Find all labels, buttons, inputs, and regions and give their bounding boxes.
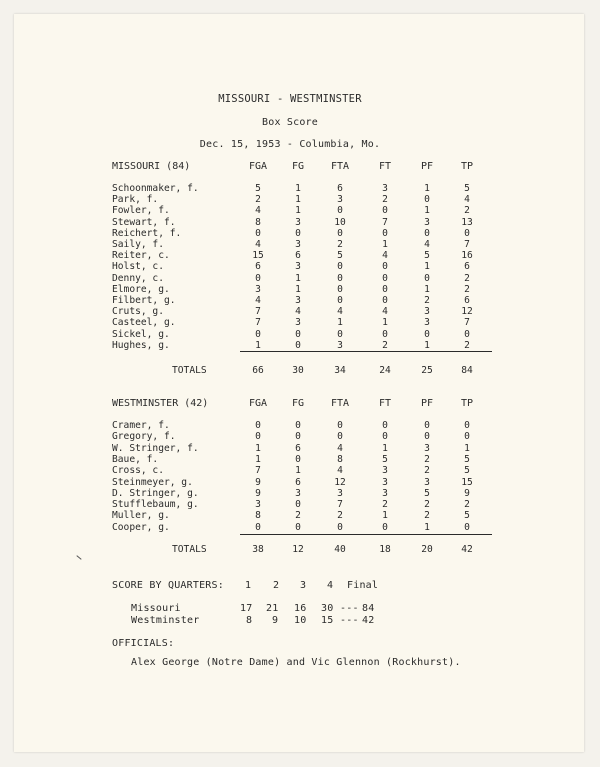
player-name: Filbert, g. (112, 295, 176, 306)
westminster-q3: 10 (294, 615, 307, 626)
stat-fta: 3 (337, 487, 343, 499)
stat-fg: 0 (295, 339, 301, 351)
stat-fga: 4 (255, 295, 261, 306)
player-name: Reiter, c. (112, 250, 170, 262)
table-row (0, 489, 600, 499)
quarter-header-1: 1 (245, 580, 252, 591)
document-subtitle: Box Score (262, 117, 318, 128)
stat-ft: 0 (382, 272, 388, 284)
stat-ft: 3 (382, 183, 388, 194)
stat-ft: 0 (382, 205, 388, 217)
stat-ft: 3 (382, 465, 388, 477)
document-title: MISSOURI - WESTMINSTER (218, 93, 362, 105)
player-name: Denny, c. (112, 272, 164, 284)
stat-pf: 3 (424, 306, 430, 318)
missouri-final: 84 (362, 603, 375, 614)
stat-pf: 1 (424, 521, 430, 533)
stat-pf: 0 (424, 194, 430, 206)
stray-pencil-mark (76, 555, 81, 560)
stat-pf: 2 (424, 510, 430, 522)
stat-fga: 7 (255, 306, 261, 318)
missouri-dash: --- (340, 603, 359, 614)
stat-ft: 0 (382, 295, 388, 306)
stat-tp: 0 (464, 431, 470, 443)
table-row (0, 229, 600, 239)
stat-pf: 1 (424, 183, 430, 194)
stat-pf: 3 (424, 216, 430, 228)
stat-tp: 2 (464, 205, 470, 217)
table-row (0, 184, 600, 194)
stat-fta: 0 (337, 283, 343, 295)
table-row (0, 307, 600, 317)
stat-fg: 3 (295, 216, 301, 228)
stat-fta: 0 (337, 205, 343, 217)
westminster-totals-row (0, 545, 600, 555)
stat-pf: 1 (424, 261, 430, 273)
stat-fg: 4 (295, 306, 301, 318)
player-name: Stufflebaum, g. (112, 499, 199, 511)
stat-ft: 4 (382, 306, 388, 318)
stat-fta: 7 (337, 499, 343, 511)
stat-fta: 0 (337, 328, 343, 340)
stat-fta: 0 (337, 431, 343, 443)
total-pf: 25 (421, 365, 433, 376)
stat-fga: 3 (255, 499, 261, 511)
stat-fg: 0 (295, 499, 301, 511)
stat-tp: 0 (464, 521, 470, 533)
missouri-q1: 17 (240, 603, 253, 614)
quarter-header-final: Final (347, 580, 379, 591)
stat-ft: 1 (382, 510, 388, 522)
stat-ft: 2 (382, 339, 388, 351)
missouri-q4: 30 (321, 603, 334, 614)
player-name: D. Stringer, g. (112, 487, 199, 499)
player-name: Reichert, f. (112, 227, 182, 239)
column-header-pf: PF (420, 398, 434, 409)
quarter-header-2: 2 (273, 580, 280, 591)
stat-fta: 8 (337, 453, 343, 465)
missouri-header-row (0, 161, 600, 173)
stat-tp: 0 (464, 227, 470, 239)
stat-fta: 12 (334, 476, 346, 488)
stat-fta: 0 (337, 261, 343, 273)
stat-fg: 3 (295, 487, 301, 499)
totals-label: TOTALS (172, 544, 207, 555)
total-tp: 42 (461, 544, 473, 555)
stat-fg: 3 (295, 317, 301, 329)
stat-fga: 0 (255, 227, 261, 239)
stat-ft: 4 (382, 250, 388, 262)
stat-fg: 0 (295, 453, 301, 465)
westminster-q4: 15 (321, 615, 334, 626)
total-fg: 30 (292, 365, 304, 376)
stat-fg: 0 (295, 227, 301, 239)
table-row (0, 455, 600, 465)
stat-tp: 2 (464, 339, 470, 351)
table-row (0, 341, 600, 351)
stat-ft: 2 (382, 194, 388, 206)
table-row (0, 511, 600, 521)
stat-pf: 5 (424, 487, 430, 499)
stat-fta: 4 (337, 442, 343, 454)
table-row (0, 195, 600, 205)
stat-fta: 2 (337, 239, 343, 250)
table-row (0, 330, 600, 340)
stat-pf: 0 (424, 420, 430, 431)
stat-pf: 5 (424, 250, 430, 262)
player-name: Baue, f. (112, 453, 159, 465)
player-name: Sickel, g. (112, 328, 170, 340)
stat-fga: 4 (255, 239, 261, 250)
stat-pf: 0 (424, 431, 430, 443)
stat-fga: 7 (255, 465, 261, 477)
table-row (0, 296, 600, 306)
stat-fta: 4 (337, 306, 343, 318)
player-name: Steinmeyer, g. (112, 476, 193, 488)
table-row (0, 478, 600, 488)
stat-tp: 0 (464, 328, 470, 340)
total-fg: 12 (292, 544, 304, 555)
column-header-tp: TP (460, 161, 474, 172)
stat-fta: 0 (337, 295, 343, 306)
stat-tp: 6 (464, 261, 470, 273)
stat-ft: 3 (382, 487, 388, 499)
stat-fga: 0 (255, 431, 261, 443)
player-name: Stewart, f. (112, 216, 176, 228)
westminster-q1: 8 (246, 615, 253, 626)
stat-fg: 6 (295, 476, 301, 488)
table-row (0, 523, 600, 533)
stat-pf: 0 (424, 272, 430, 284)
column-header-fga: FGA (248, 398, 268, 409)
column-header-ft: FT (378, 398, 392, 409)
table-row (0, 432, 600, 442)
stat-ft: 0 (382, 328, 388, 340)
column-header-ft: FT (378, 161, 392, 172)
stat-ft: 1 (382, 239, 388, 250)
stat-tp: 5 (464, 453, 470, 465)
quarter-header-4: 4 (327, 580, 334, 591)
stat-pf: 2 (424, 453, 430, 465)
player-name: Cramer, f. (112, 420, 170, 431)
stat-ft: 2 (382, 499, 388, 511)
quarter-header-3: 3 (300, 580, 307, 591)
stat-fga: 8 (255, 510, 261, 522)
column-header-fg: FG (291, 161, 305, 172)
document-dateline: Dec. 15, 1953 - Columbia, Mo. (199, 139, 381, 150)
total-fga: 38 (252, 544, 264, 555)
table-row (0, 262, 600, 272)
player-name: Park, f. (112, 194, 159, 206)
stat-fta: 3 (337, 339, 343, 351)
table-row (0, 466, 600, 476)
stat-ft: 0 (382, 261, 388, 273)
stat-ft: 5 (382, 453, 388, 465)
stat-fta: 0 (337, 227, 343, 239)
stat-tp: 15 (461, 476, 473, 488)
stat-fga: 9 (255, 487, 261, 499)
stat-tp: 5 (464, 465, 470, 477)
table-row (0, 251, 600, 261)
player-name: Gregory, f. (112, 431, 176, 443)
missouri-q3: 16 (294, 603, 307, 614)
missouri-q2: 21 (266, 603, 279, 614)
stat-tp: 2 (464, 499, 470, 511)
player-name: Cross, c. (112, 465, 164, 477)
stat-fta: 4 (337, 465, 343, 477)
stat-fg: 0 (295, 431, 301, 443)
total-tp: 84 (461, 365, 473, 376)
table-row (0, 285, 600, 295)
stat-pf: 3 (424, 442, 430, 454)
westminster-final: 42 (362, 615, 375, 626)
column-header-fg: FG (291, 398, 305, 409)
stat-fga: 0 (255, 328, 261, 340)
stat-ft: 0 (382, 283, 388, 295)
stat-fg: 6 (295, 442, 301, 454)
stat-tp: 12 (461, 306, 473, 318)
stat-fg: 1 (295, 183, 301, 194)
stat-tp: 1 (464, 442, 470, 454)
stat-ft: 0 (382, 431, 388, 443)
stat-fta: 0 (337, 521, 343, 533)
stat-fga: 3 (255, 283, 261, 295)
stat-tp: 5 (464, 183, 470, 194)
stat-fga: 6 (255, 261, 261, 273)
table-row (0, 206, 600, 216)
quarters-team-westminster: Westminster (131, 615, 200, 626)
stat-ft: 7 (382, 216, 388, 228)
stat-pf: 1 (424, 283, 430, 295)
stat-pf: 4 (424, 239, 430, 250)
player-name: Holst, c. (112, 261, 164, 273)
table-row (0, 500, 600, 510)
player-name: Casteel, g. (112, 317, 176, 329)
stat-fga: 0 (255, 420, 261, 431)
stat-tp: 7 (464, 317, 470, 329)
stat-tp: 7 (464, 239, 470, 250)
stat-pf: 0 (424, 328, 430, 340)
stat-fta: 3 (337, 194, 343, 206)
missouri-totals-row (0, 366, 600, 376)
stat-pf: 0 (424, 227, 430, 239)
stat-fg: 1 (295, 205, 301, 217)
stat-fg: 1 (295, 272, 301, 284)
total-pf: 20 (421, 544, 433, 555)
player-name: Cruts, g. (112, 306, 164, 318)
stat-tp: 0 (464, 420, 470, 431)
player-name: Elmore, g. (112, 283, 170, 295)
stat-fg: 3 (295, 261, 301, 273)
westminster-dash: --- (340, 615, 359, 626)
table-row (0, 218, 600, 228)
stat-fg: 3 (295, 295, 301, 306)
westminster-q2: 9 (272, 615, 279, 626)
column-header-pf: PF (420, 161, 434, 172)
westminster-team-label: WESTMINSTER (42) (112, 398, 209, 409)
stat-tp: 9 (464, 487, 470, 499)
stat-ft: 1 (382, 442, 388, 454)
total-fga: 66 (252, 365, 264, 376)
player-name: Fowler, f. (112, 205, 170, 217)
stat-fg: 2 (295, 510, 301, 522)
stat-fg: 0 (295, 521, 301, 533)
stat-fta: 0 (337, 420, 343, 431)
stat-tp: 4 (464, 194, 470, 206)
stat-fga: 9 (255, 476, 261, 488)
stat-pf: 3 (424, 317, 430, 329)
column-header-fga: FGA (248, 161, 268, 172)
stat-ft: 0 (382, 521, 388, 533)
quarters-label: SCORE BY QUARTERS: (112, 580, 224, 591)
stat-fg: 3 (295, 239, 301, 250)
officials-text: Alex George (Notre Dame) and Vic Glennon (Rockhurst). (131, 657, 461, 668)
stat-pf: 1 (424, 205, 430, 217)
stat-ft: 1 (382, 317, 388, 329)
stat-fga: 1 (255, 339, 261, 351)
stat-fta: 1 (337, 317, 343, 329)
stat-fta: 2 (337, 510, 343, 522)
stat-fga: 5 (255, 183, 261, 194)
stat-pf: 3 (424, 476, 430, 488)
stat-tp: 2 (464, 283, 470, 295)
stat-fga: 2 (255, 194, 261, 206)
table-row (0, 421, 600, 431)
missouri-totals-divider (240, 351, 492, 352)
player-name: Muller, g. (112, 510, 170, 522)
table-row (0, 444, 600, 454)
stat-fga: 8 (255, 216, 261, 228)
stat-tp: 5 (464, 510, 470, 522)
stat-tp: 16 (461, 250, 473, 262)
total-ft: 24 (379, 365, 391, 376)
stat-ft: 0 (382, 420, 388, 431)
stat-pf: 2 (424, 295, 430, 306)
stat-fg: 1 (295, 465, 301, 477)
total-fta: 40 (334, 544, 346, 555)
column-header-tp: TP (460, 398, 474, 409)
stat-fga: 1 (255, 453, 261, 465)
stat-fta: 0 (337, 272, 343, 284)
westminster-header-row (0, 398, 600, 410)
stat-fga: 1 (255, 442, 261, 454)
westminster-totals-divider (240, 534, 492, 535)
stat-fg: 0 (295, 420, 301, 431)
stat-ft: 0 (382, 227, 388, 239)
column-header-fta: FTA (330, 398, 350, 409)
stat-fg: 1 (295, 283, 301, 295)
stat-fga: 0 (255, 521, 261, 533)
column-header-fta: FTA (330, 161, 350, 172)
stat-fta: 10 (334, 216, 346, 228)
stat-tp: 6 (464, 295, 470, 306)
stat-fta: 6 (337, 183, 343, 194)
stat-fg: 0 (295, 328, 301, 340)
player-name: W. Stringer, f. (112, 442, 199, 454)
total-fta: 34 (334, 365, 346, 376)
stat-tp: 13 (461, 216, 473, 228)
missouri-team-label: MISSOURI (84) (112, 161, 191, 172)
quarters-team-missouri: Missouri (131, 603, 181, 614)
stat-ft: 3 (382, 476, 388, 488)
stat-tp: 2 (464, 272, 470, 284)
stat-fga: 4 (255, 205, 261, 217)
table-row (0, 274, 600, 284)
totals-label: TOTALS (172, 365, 207, 376)
player-name: Saily, f. (112, 239, 164, 250)
officials-label: OFFICIALS: (112, 638, 175, 649)
total-ft: 18 (379, 544, 391, 555)
stat-fg: 1 (295, 194, 301, 206)
stat-pf: 1 (424, 339, 430, 351)
stat-pf: 2 (424, 499, 430, 511)
player-name: Hughes, g. (112, 339, 170, 351)
stat-fga: 15 (252, 250, 264, 262)
stat-fga: 7 (255, 317, 261, 329)
table-row (0, 318, 600, 328)
stat-fg: 6 (295, 250, 301, 262)
stat-fta: 5 (337, 250, 343, 262)
table-row (0, 240, 600, 250)
player-name: Cooper, g. (112, 521, 170, 533)
stat-fga: 0 (255, 272, 261, 284)
player-name: Schoonmaker, f. (112, 183, 199, 194)
stat-pf: 2 (424, 465, 430, 477)
